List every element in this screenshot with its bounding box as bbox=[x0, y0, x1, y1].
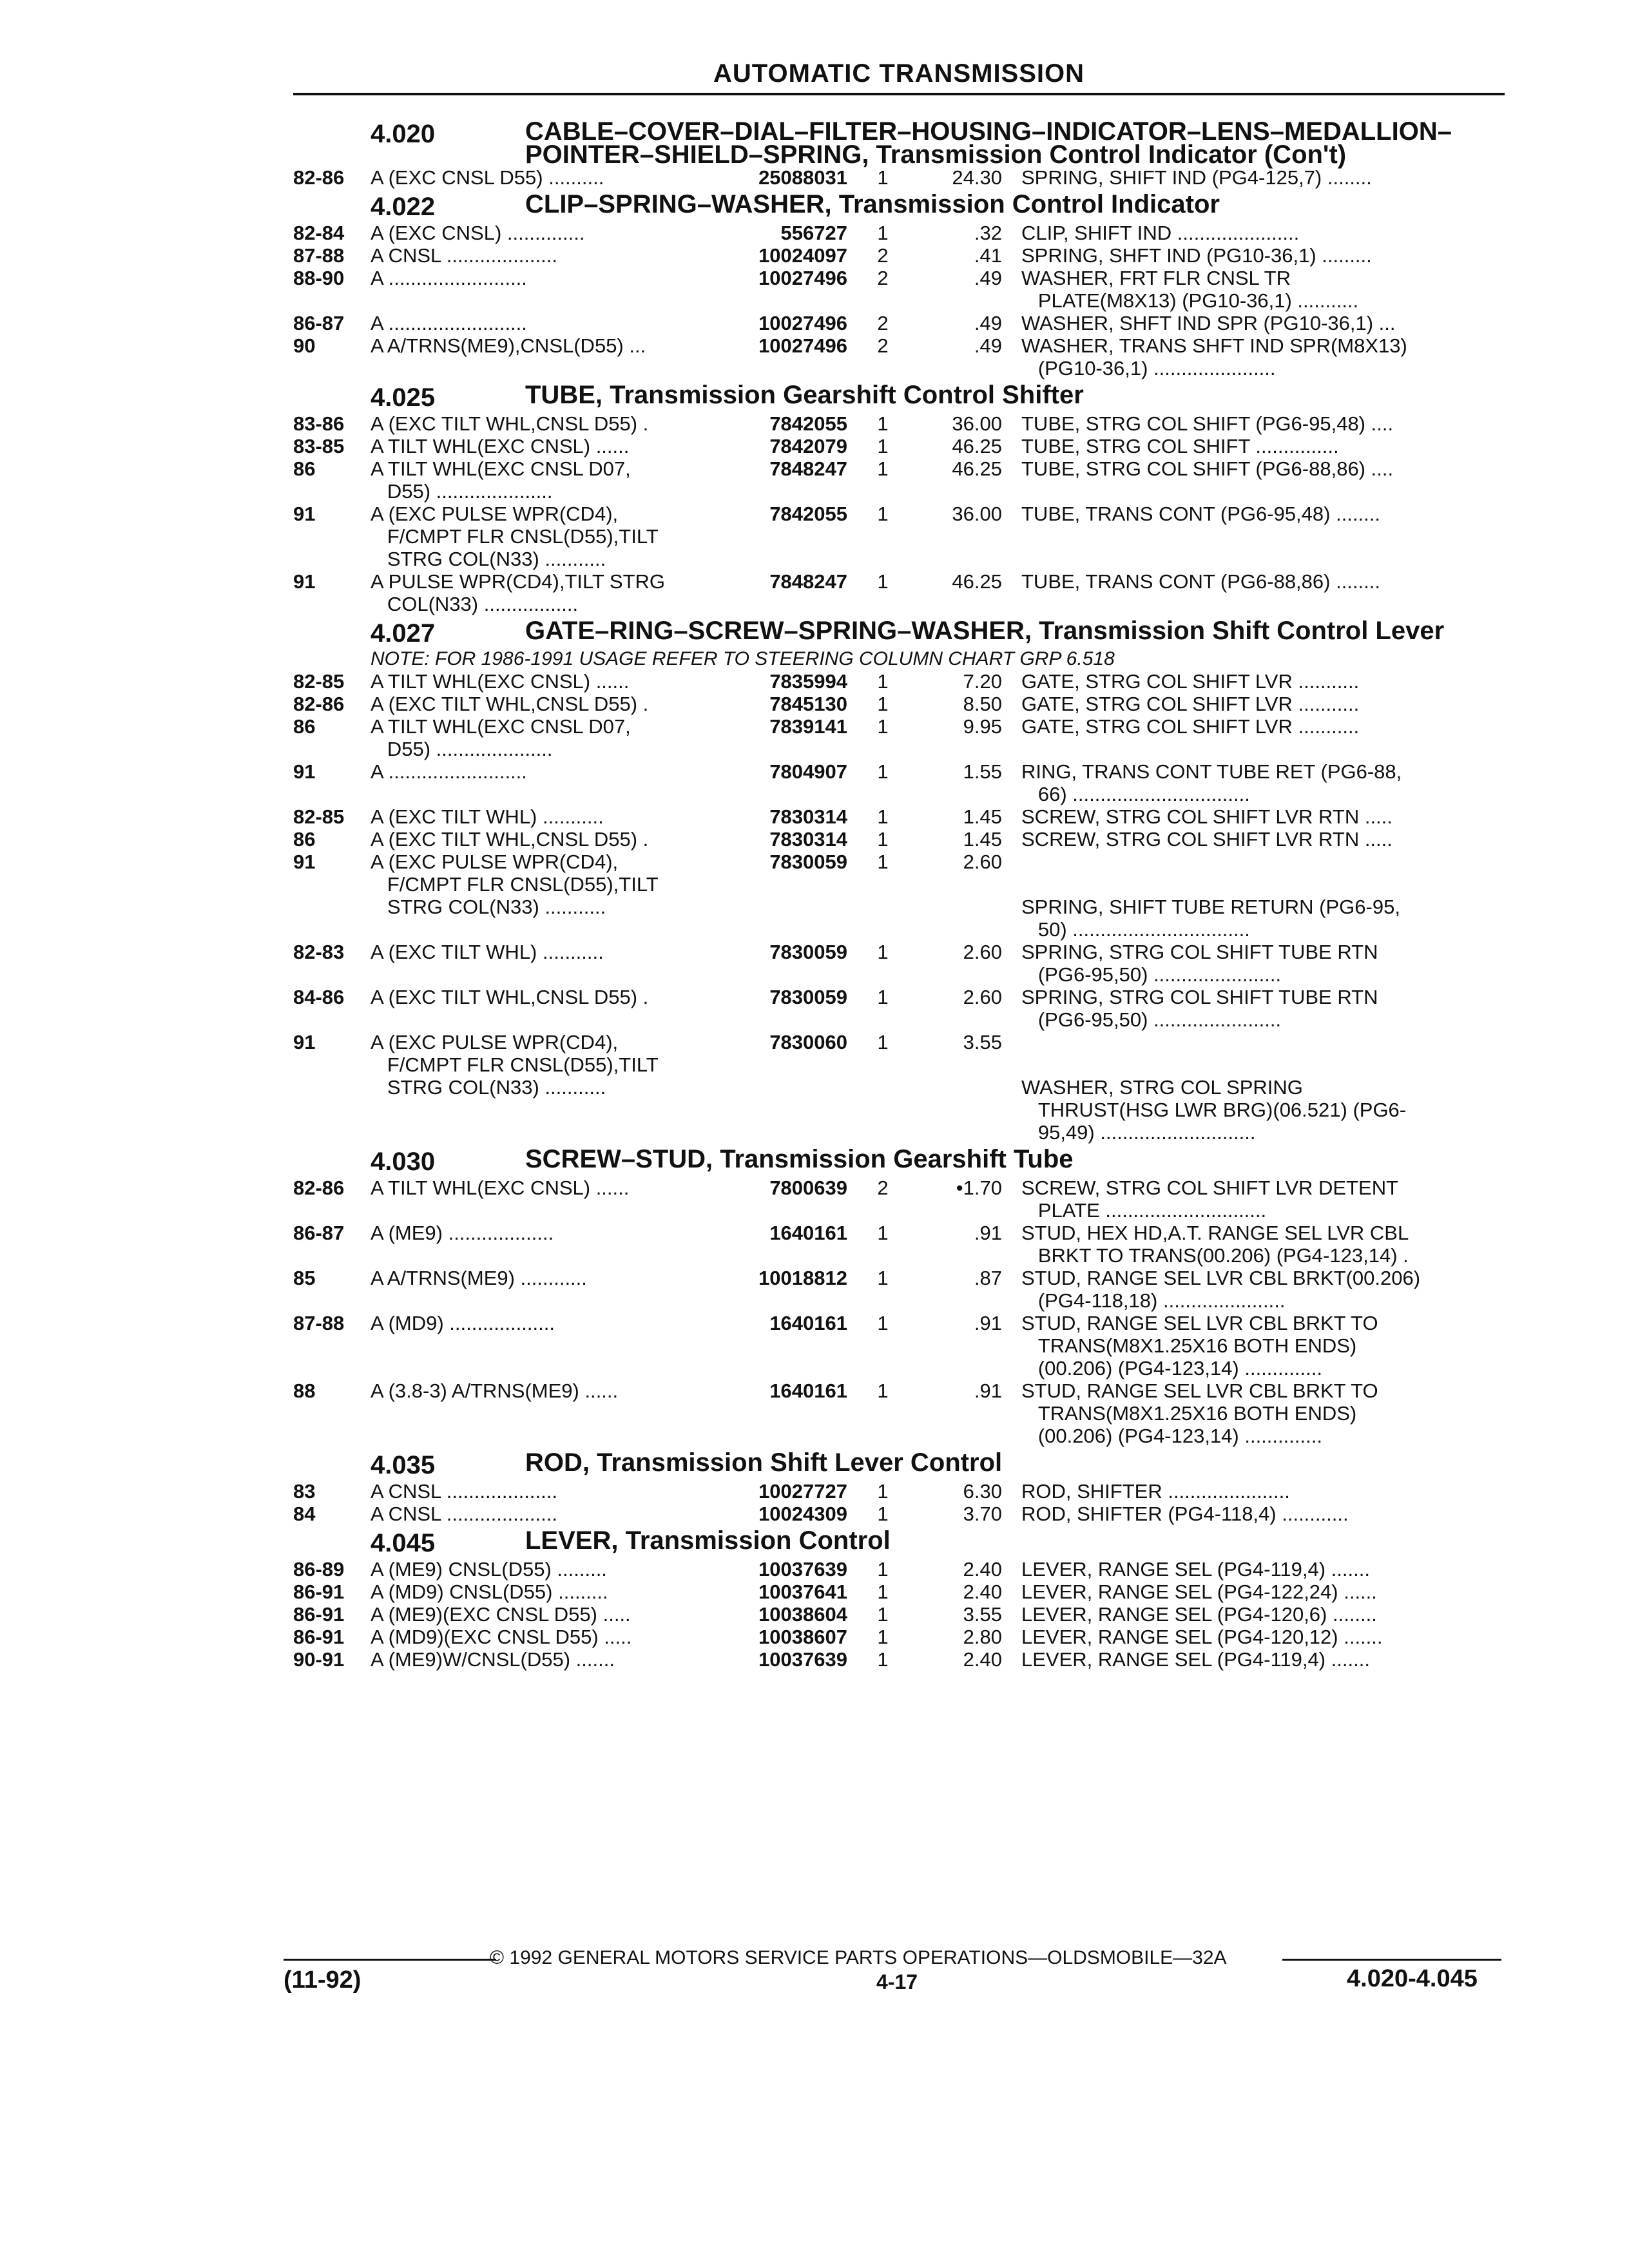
application: A (EXC PULSE WPR(CD4), F/CMPT FLR CNSL(D55),TILT STRG COL(N33) ........... bbox=[371, 850, 659, 918]
application: A CNSL .................... bbox=[371, 1503, 557, 1525]
year-range: 83-85 bbox=[293, 435, 345, 457]
quantity: 1 bbox=[877, 1603, 889, 1626]
application: A (MD9) CNSL(D55) ......... bbox=[371, 1581, 608, 1603]
application: A (EXC CNSL D55) .......... bbox=[371, 166, 604, 189]
part-description: SCREW, STRG COL SHIFT LVR DETENT PLATE ............................. bbox=[1021, 1177, 1399, 1222]
year-range: 86 bbox=[293, 457, 316, 480]
price: 7.20 bbox=[963, 670, 1002, 693]
footer-copyright: © 1992 GENERAL MOTORS SERVICE PARTS OPERATIONS—OLDSMOBILE—32A bbox=[490, 1947, 1227, 1968]
part-row bbox=[293, 1581, 1505, 1603]
application: A (EXC TILT WHL) ........... bbox=[371, 805, 604, 828]
application: A (EXC TILT WHL,CNSL D55) . bbox=[371, 412, 649, 435]
part-description: RING, TRANS CONT TUBE RET (PG6-88, 66) ................................ bbox=[1021, 760, 1402, 805]
part-number: 1640161 bbox=[769, 1312, 847, 1334]
year-range: 86-87 bbox=[293, 312, 345, 334]
quantity: 1 bbox=[877, 503, 889, 525]
part-description: TUBE, TRANS CONT (PG6-88,86) ........ bbox=[1021, 570, 1380, 593]
part-number: 7848247 bbox=[769, 457, 847, 480]
year-range: 91 bbox=[293, 503, 316, 525]
year-range: 87-88 bbox=[293, 1312, 345, 1334]
price: .49 bbox=[974, 312, 1002, 334]
price: 2.40 bbox=[963, 1648, 1002, 1671]
part-description: TUBE, STRG COL SHIFT ............... bbox=[1021, 435, 1339, 457]
quantity: 1 bbox=[877, 1581, 889, 1603]
part-number: 1640161 bbox=[769, 1379, 847, 1402]
quantity: 2 bbox=[877, 312, 889, 334]
application: A TILT WHL(EXC CNSL) ...... bbox=[371, 1177, 630, 1199]
part-row bbox=[293, 670, 1505, 693]
application: A A/TRNS(ME9) ............ bbox=[371, 1267, 587, 1289]
part-row bbox=[293, 941, 1505, 986]
price: 2.80 bbox=[963, 1626, 1002, 1648]
part-number: 7842055 bbox=[769, 503, 847, 525]
part-row bbox=[293, 1031, 1505, 1144]
part-number: 7804907 bbox=[769, 760, 847, 783]
part-row bbox=[293, 1626, 1505, 1648]
price: 46.25 bbox=[952, 457, 1002, 480]
part-description: WASHER, SHFT IND SPR (PG10-36,1) ... bbox=[1021, 312, 1396, 334]
quantity: 1 bbox=[877, 1267, 889, 1289]
section-header bbox=[293, 1526, 1505, 1558]
part-description: WASHER, FRT FLR CNSL TR PLATE(M8X13) (PG10-36,1) ........... bbox=[1021, 267, 1359, 312]
year-range: 82-83 bbox=[293, 941, 345, 963]
part-description: GATE, STRG COL SHIFT LVR ........... bbox=[1021, 670, 1360, 693]
part-row bbox=[293, 828, 1505, 850]
quantity: 2 bbox=[877, 334, 889, 357]
part-row bbox=[293, 1267, 1505, 1312]
price: 36.00 bbox=[952, 503, 1002, 525]
part-row bbox=[293, 1558, 1505, 1581]
year-range: 90 bbox=[293, 334, 316, 357]
quantity: 1 bbox=[877, 1480, 889, 1503]
section-header bbox=[293, 619, 1505, 648]
price: .41 bbox=[974, 244, 1002, 267]
part-row bbox=[293, 1177, 1505, 1222]
part-number: 10037639 bbox=[758, 1648, 847, 1671]
year-range: 86-87 bbox=[293, 1222, 345, 1244]
part-description: STUD, RANGE SEL LVR CBL BRKT TO TRANS(M8X1.25X16 BOTH ENDS) (00.206) (PG4-123,14) .............. bbox=[1021, 1379, 1378, 1447]
part-description: STUD, HEX HD,A.T. RANGE SEL LVR CBL BRKT TO TRANS(00.206) (PG4-123,14) . bbox=[1021, 1222, 1409, 1267]
part-number: 7830059 bbox=[769, 986, 847, 1008]
part-row bbox=[293, 1503, 1505, 1525]
quantity: 1 bbox=[877, 1222, 889, 1244]
price: 24.30 bbox=[952, 166, 1002, 189]
section-header bbox=[293, 117, 1505, 169]
section-note: NOTE: FOR 1986-1991 USAGE REFER TO STEERING COLUMN CHART GRP 6.518 bbox=[371, 648, 1115, 669]
section-title: CLIP–SPRING–WASHER, Transmission Control Indicator bbox=[525, 190, 1220, 218]
part-description: WASHER, STRG COL SPRING THRUST(HSG LWR BRG)(06.521) (PG6- 95,49) ............................ bbox=[1021, 1076, 1407, 1144]
part-number: 556727 bbox=[780, 222, 847, 244]
part-number: 7835994 bbox=[769, 670, 847, 693]
part-number: 7830059 bbox=[769, 941, 847, 963]
part-number: 25088031 bbox=[758, 166, 847, 189]
price: .49 bbox=[974, 267, 1002, 289]
quantity: 1 bbox=[877, 850, 889, 873]
part-row bbox=[293, 334, 1505, 380]
parts-sections bbox=[293, 116, 1505, 1671]
application: A TILT WHL(EXC CNSL D07, D55) ..................... bbox=[371, 715, 631, 760]
application: A CNSL .................... bbox=[371, 1480, 557, 1503]
section-number: 4.030 bbox=[371, 1148, 436, 1176]
application: A (ME9) CNSL(D55) ......... bbox=[371, 1558, 607, 1581]
part-row bbox=[293, 1603, 1505, 1626]
section-title: SCREW–STUD, Transmission Gearshift Tube bbox=[525, 1145, 1074, 1173]
section-header bbox=[293, 1448, 1505, 1480]
quantity: 2 bbox=[877, 267, 889, 289]
quantity: 1 bbox=[877, 670, 889, 693]
part-description: CLIP, SHIFT IND ...................... bbox=[1021, 222, 1300, 244]
price: 2.40 bbox=[963, 1558, 1002, 1581]
part-description: TUBE, TRANS CONT (PG6-95,48) ........ bbox=[1021, 503, 1380, 525]
part-number: 7842055 bbox=[769, 412, 847, 435]
price: 36.00 bbox=[952, 412, 1002, 435]
part-number: 7830314 bbox=[769, 828, 847, 850]
year-range: 86-91 bbox=[293, 1626, 345, 1648]
section-number: 4.035 bbox=[371, 1451, 436, 1479]
part-row bbox=[293, 570, 1505, 615]
year-range: 82-86 bbox=[293, 166, 345, 189]
part-number: 10038607 bbox=[758, 1626, 847, 1648]
year-range: 83-86 bbox=[293, 412, 345, 435]
application: A (MD9)(EXC CNSL D55) ..... bbox=[371, 1626, 632, 1648]
year-range: 88-90 bbox=[293, 267, 345, 289]
year-range: 83 bbox=[293, 1480, 316, 1503]
part-row bbox=[293, 244, 1505, 267]
application: A PULSE WPR(CD4),TILT STRG COL(N33) ................. bbox=[371, 570, 666, 615]
price: 8.50 bbox=[963, 693, 1002, 715]
part-number: 7848247 bbox=[769, 570, 847, 593]
price: .91 bbox=[974, 1312, 1002, 1334]
year-range: 91 bbox=[293, 850, 316, 873]
section-header bbox=[293, 190, 1505, 222]
quantity: 1 bbox=[877, 435, 889, 457]
year-range: 91 bbox=[293, 570, 316, 593]
price: 46.25 bbox=[952, 570, 1002, 593]
section-title: GATE–RING–SCREW–SPRING–WASHER, Transmission Shift Control Lever bbox=[525, 617, 1445, 645]
header-rule bbox=[293, 93, 1505, 95]
part-number: 10018812 bbox=[758, 1267, 847, 1289]
quantity: 1 bbox=[877, 805, 889, 828]
price: 1.45 bbox=[963, 828, 1002, 850]
part-description: LEVER, RANGE SEL (PG4-119,4) ....... bbox=[1021, 1558, 1370, 1581]
footer-section-range: 4.020-4.045 bbox=[1347, 1965, 1478, 1992]
application: A (EXC TILT WHL,CNSL D55) . bbox=[371, 986, 649, 1008]
application: A ......................... bbox=[371, 760, 527, 783]
year-range: 82-85 bbox=[293, 805, 345, 828]
quantity: 2 bbox=[877, 244, 889, 267]
part-row bbox=[293, 850, 1505, 941]
application: A ......................... bbox=[371, 312, 527, 334]
part-description: SPRING, SHFT IND (PG10-36,1) ......... bbox=[1021, 244, 1372, 267]
year-range: 87-88 bbox=[293, 244, 345, 267]
footer-page-number: 4-17 bbox=[876, 1970, 918, 1994]
price: 46.25 bbox=[952, 435, 1002, 457]
part-description: SPRING, STRG COL SHIFT TUBE RTN (PG6-95,50) ....................... bbox=[1021, 941, 1378, 986]
section-header bbox=[293, 1145, 1505, 1177]
part-number: 10037641 bbox=[758, 1581, 847, 1603]
part-description: SPRING, SHIFT IND (PG4-125,7) ........ bbox=[1021, 166, 1372, 189]
part-description: TUBE, STRG COL SHIFT (PG6-95,48) .... bbox=[1021, 412, 1394, 435]
price: 2.40 bbox=[963, 1581, 1002, 1603]
part-description: GATE, STRG COL SHIFT LVR ........... bbox=[1021, 715, 1360, 738]
price: .91 bbox=[974, 1379, 1002, 1402]
part-description: STUD, RANGE SEL LVR CBL BRKT TO TRANS(M8X1.25X16 BOTH ENDS) (00.206) (PG4-123,14) .............. bbox=[1021, 1312, 1378, 1379]
quantity: 1 bbox=[877, 1312, 889, 1334]
quantity: 1 bbox=[877, 1626, 889, 1648]
price: .32 bbox=[974, 222, 1002, 244]
part-number: 7830059 bbox=[769, 850, 847, 873]
part-row bbox=[293, 805, 1505, 828]
part-number: 10037639 bbox=[758, 1558, 847, 1581]
part-number: 7839141 bbox=[769, 715, 847, 738]
year-range: 82-85 bbox=[293, 670, 345, 693]
year-range: 82-86 bbox=[293, 693, 345, 715]
part-row bbox=[293, 1480, 1505, 1503]
price: .87 bbox=[974, 1267, 1002, 1289]
application: A (EXC PULSE WPR(CD4), F/CMPT FLR CNSL(D55),TILT STRG COL(N33) ........... bbox=[371, 503, 659, 570]
section-number: 4.020 bbox=[371, 120, 436, 148]
application: A ......................... bbox=[371, 267, 527, 289]
part-number: 10024309 bbox=[758, 1503, 847, 1525]
part-row bbox=[293, 1312, 1505, 1379]
footer-date: (11-92) bbox=[284, 1966, 361, 1994]
part-row bbox=[293, 267, 1505, 312]
application: A (EXC PULSE WPR(CD4), F/CMPT FLR CNSL(D55),TILT STRG COL(N33) ........... bbox=[371, 1031, 659, 1099]
part-number: 7830060 bbox=[769, 1031, 847, 1053]
part-number: 10027496 bbox=[758, 334, 847, 357]
part-row bbox=[293, 1379, 1505, 1447]
year-range: 84-86 bbox=[293, 986, 345, 1008]
section-number: 4.027 bbox=[371, 619, 436, 648]
part-description: LEVER, RANGE SEL (PG4-120,6) ........ bbox=[1021, 1603, 1377, 1626]
part-description: STUD, RANGE SEL LVR CBL BRKT(00.206) (PG4-118,18) ...................... bbox=[1021, 1267, 1421, 1312]
price: .91 bbox=[974, 1222, 1002, 1244]
year-range: 82-84 bbox=[293, 222, 345, 244]
part-description: LEVER, RANGE SEL (PG4-119,4) ....... bbox=[1021, 1648, 1370, 1671]
quantity: 1 bbox=[877, 570, 889, 593]
part-number: 10024097 bbox=[758, 244, 847, 267]
footer-rule-left bbox=[284, 1959, 496, 1961]
price: 3.70 bbox=[963, 1503, 1002, 1525]
application: A TILT WHL(EXC CNSL) ...... bbox=[371, 435, 630, 457]
part-description: LEVER, RANGE SEL (PG4-120,12) ....... bbox=[1021, 1626, 1383, 1648]
section-title: ROD, Transmission Shift Lever Control bbox=[525, 1448, 1003, 1477]
price: 2.60 bbox=[963, 986, 1002, 1008]
quantity: 1 bbox=[877, 1379, 889, 1402]
quantity: 1 bbox=[877, 1648, 889, 1671]
quantity: 1 bbox=[877, 412, 889, 435]
part-row bbox=[293, 457, 1505, 503]
quantity: 1 bbox=[877, 222, 889, 244]
price: 6.30 bbox=[963, 1480, 1002, 1503]
part-number: 10038604 bbox=[758, 1603, 847, 1626]
part-row bbox=[293, 435, 1505, 457]
section-number: 4.045 bbox=[371, 1529, 436, 1557]
price: .49 bbox=[974, 334, 1002, 357]
application: A (EXC CNSL) .............. bbox=[371, 222, 585, 244]
year-range: 91 bbox=[293, 760, 316, 783]
price: 1.45 bbox=[963, 805, 1002, 828]
quantity: 1 bbox=[877, 986, 889, 1008]
quantity: 1 bbox=[877, 1031, 889, 1053]
part-description: SCREW, STRG COL SHIFT LVR RTN ..... bbox=[1021, 805, 1393, 828]
part-number: 7800639 bbox=[769, 1177, 847, 1199]
year-range: 86 bbox=[293, 715, 316, 738]
part-row bbox=[293, 1648, 1505, 1671]
year-range: 86 bbox=[293, 828, 316, 850]
application: A TILT WHL(EXC CNSL) ...... bbox=[371, 670, 630, 693]
price: 2.60 bbox=[963, 941, 1002, 963]
year-range: 85 bbox=[293, 1267, 316, 1289]
quantity: 1 bbox=[877, 715, 889, 738]
part-number: 10027496 bbox=[758, 312, 847, 334]
section-header bbox=[293, 383, 1505, 412]
part-row bbox=[293, 760, 1505, 805]
price: 9.95 bbox=[963, 715, 1002, 738]
price: •1.70 bbox=[956, 1177, 1002, 1199]
quantity: 1 bbox=[877, 166, 889, 189]
year-range: 88 bbox=[293, 1379, 316, 1402]
part-row bbox=[293, 222, 1505, 244]
quantity: 2 bbox=[877, 1177, 889, 1199]
year-range: 91 bbox=[293, 1031, 316, 1053]
year-range: 84 bbox=[293, 1503, 316, 1525]
part-number: 10027496 bbox=[758, 267, 847, 289]
section-number: 4.022 bbox=[371, 193, 436, 221]
part-description: GATE, STRG COL SHIFT LVR ........... bbox=[1021, 693, 1360, 715]
application: A (ME9)(EXC CNSL D55) ..... bbox=[371, 1603, 631, 1626]
part-row bbox=[293, 412, 1505, 435]
price: 3.55 bbox=[963, 1031, 1002, 1053]
year-range: 82-86 bbox=[293, 1177, 345, 1199]
part-description: SCREW, STRG COL SHIFT LVR RTN ..... bbox=[1021, 828, 1393, 850]
part-number: 7845130 bbox=[769, 693, 847, 715]
part-description: LEVER, RANGE SEL (PG4-122,24) ...... bbox=[1021, 1581, 1377, 1603]
year-range: 86-91 bbox=[293, 1603, 345, 1626]
price: 3.55 bbox=[963, 1603, 1002, 1626]
application: A (EXC TILT WHL,CNSL D55) . bbox=[371, 828, 649, 850]
application: A A/TRNS(ME9),CNSL(D55) ... bbox=[371, 334, 646, 357]
price: 1.55 bbox=[963, 760, 1002, 783]
quantity: 1 bbox=[877, 941, 889, 963]
quantity: 1 bbox=[877, 1558, 889, 1581]
part-row bbox=[293, 312, 1505, 334]
price: 2.60 bbox=[963, 850, 1002, 873]
application: A (EXC TILT WHL,CNSL D55) . bbox=[371, 693, 649, 715]
part-row bbox=[293, 1222, 1505, 1267]
application: A (MD9) ................... bbox=[371, 1312, 555, 1334]
part-row bbox=[293, 693, 1505, 715]
year-range: 86-91 bbox=[293, 1581, 345, 1603]
footer-rule-right bbox=[1282, 1959, 1501, 1961]
application: A (3.8-3) A/TRNS(ME9) ...... bbox=[371, 1379, 619, 1402]
section-title: CABLE–COVER–DIAL–FILTER–HOUSING–INDICATOR–LENS–MEDALLION–POINTER–SHIELD–SPRING, Transmission Control Indicator (Con't) bbox=[525, 117, 1452, 169]
application: A (ME9) ................... bbox=[371, 1222, 554, 1244]
part-number: 10027727 bbox=[758, 1480, 847, 1503]
part-description: SPRING, STRG COL SHIFT TUBE RTN (PG6-95,50) ....................... bbox=[1021, 986, 1378, 1031]
part-description: WASHER, TRANS SHFT IND SPR(M8X13) (PG10-36,1) ...................... bbox=[1021, 334, 1407, 380]
quantity: 1 bbox=[877, 828, 889, 850]
part-row bbox=[293, 166, 1505, 189]
part-description: ROD, SHIFTER ...................... bbox=[1021, 1480, 1290, 1503]
part-number: 7830314 bbox=[769, 805, 847, 828]
section-title: TUBE, Transmission Gearshift Control Shifter bbox=[525, 381, 1084, 409]
page-header-title: AUTOMATIC TRANSMISSION bbox=[713, 59, 1085, 88]
quantity: 1 bbox=[877, 693, 889, 715]
section-title: LEVER, Transmission Control bbox=[525, 1526, 891, 1555]
section-number: 4.025 bbox=[371, 383, 436, 412]
part-row bbox=[293, 986, 1505, 1031]
quantity: 1 bbox=[877, 1503, 889, 1525]
part-row bbox=[293, 503, 1505, 570]
part-description: SPRING, SHIFT TUBE RETURN (PG6-95, 50) ................................ bbox=[1021, 896, 1400, 941]
application: A (EXC TILT WHL) ........... bbox=[371, 941, 604, 963]
part-number: 1640161 bbox=[769, 1222, 847, 1244]
part-description: TUBE, STRG COL SHIFT (PG6-88,86) .... bbox=[1021, 457, 1394, 480]
part-description: ROD, SHIFTER (PG4-118,4) ............ bbox=[1021, 1503, 1349, 1525]
application: A CNSL .................... bbox=[371, 244, 557, 267]
application: A TILT WHL(EXC CNSL D07, D55) ..................... bbox=[371, 457, 631, 503]
application: A (ME9)W/CNSL(D55) ....... bbox=[371, 1648, 615, 1671]
part-number: 7842079 bbox=[769, 435, 847, 457]
year-range: 86-89 bbox=[293, 1558, 345, 1581]
part-row bbox=[293, 715, 1505, 760]
quantity: 1 bbox=[877, 760, 889, 783]
quantity: 1 bbox=[877, 457, 889, 480]
year-range: 90-91 bbox=[293, 1648, 345, 1671]
